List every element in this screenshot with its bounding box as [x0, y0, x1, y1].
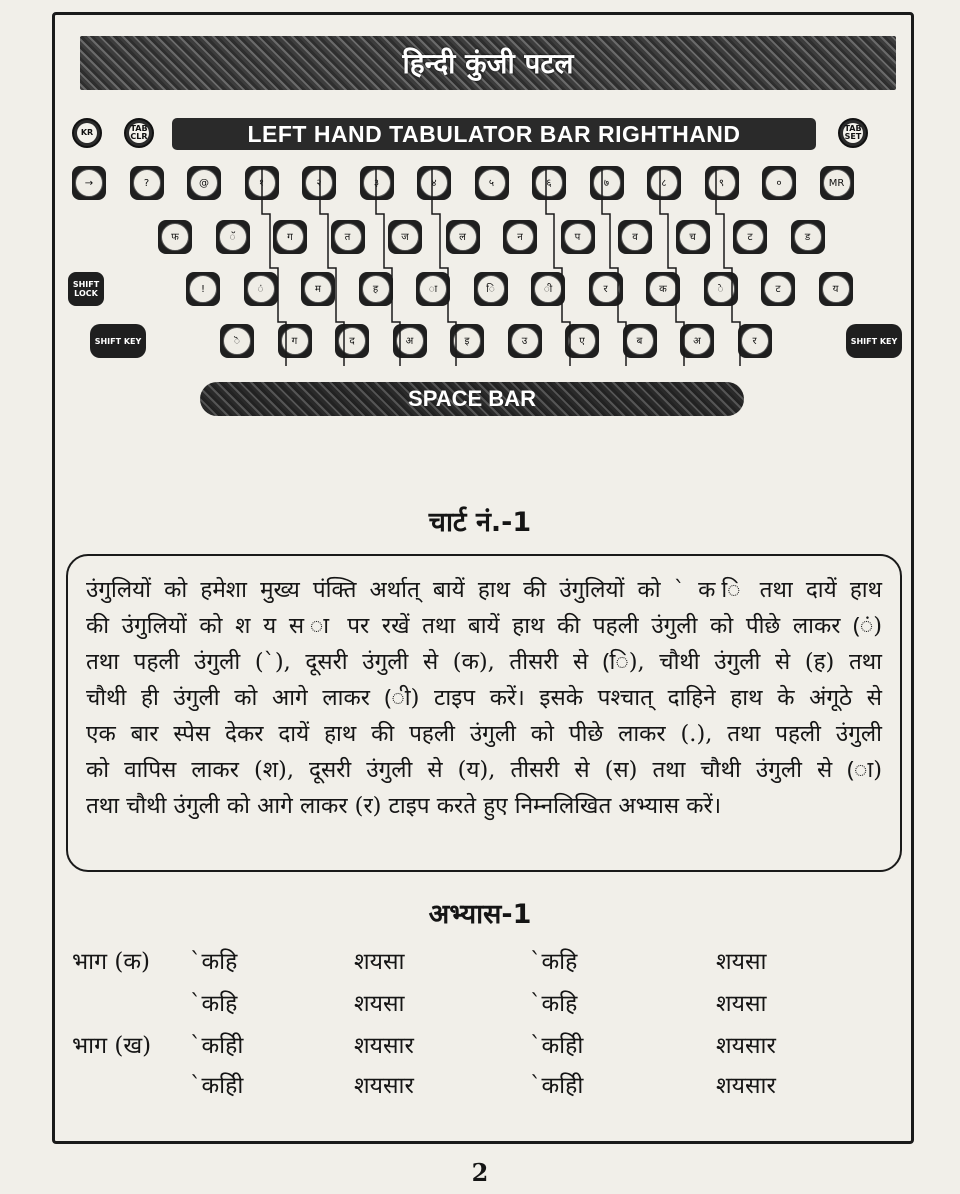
- keyboard-key[interactable]: [705, 166, 739, 200]
- page-number: 2: [471, 1158, 489, 1187]
- keyboard-key-label: ॆ: [223, 327, 251, 355]
- keyboard-key[interactable]: [446, 220, 480, 254]
- keyboard-key-label: ०: [765, 169, 793, 197]
- keyboard-key-label: द: [338, 327, 366, 355]
- keyboard-key[interactable]: [738, 324, 772, 358]
- tab-clear-key[interactable]: [124, 118, 154, 148]
- keyboard-key-label: म: [304, 275, 332, 303]
- keyboard-key-label: ल: [449, 223, 477, 251]
- keyboard-key-label: ि: [477, 275, 505, 303]
- keyboard-key[interactable]: [220, 324, 254, 358]
- keyboard-key[interactable]: [187, 166, 221, 200]
- keyboard-key-label: २: [305, 169, 333, 197]
- page-title: हिन्दी कुंजी पटल: [402, 47, 574, 80]
- instruction-line: उंगुलियों को हमेशा मुख्य पंक्ति अर्थात् बायें हाथ की उंगुलियों को ` क ि तथा दायें हाथ: [86, 577, 882, 603]
- keyboard-key-label: ी: [534, 275, 562, 303]
- keyboard-key-label: इ: [453, 327, 481, 355]
- shift-lock-label: SHIFT LOCK: [72, 280, 100, 298]
- exercise-title: अभ्यास-1: [428, 899, 532, 930]
- shift-lock-key[interactable]: [68, 272, 104, 306]
- keyboard-key-label: ज: [391, 223, 419, 251]
- kr-key[interactable]: [72, 118, 102, 148]
- instruction-line: तथा चौथी उंगुली को आगे लाकर (र) टाइप करते हुए निम्नलिखित अभ्यास करें।: [86, 793, 722, 819]
- space-bar-label: SPACE BAR: [408, 386, 536, 411]
- keyboard-key[interactable]: [417, 166, 451, 200]
- keyboard-key[interactable]: [273, 220, 307, 254]
- exercise-cell: `कहि: [530, 991, 578, 1017]
- keyboard-key-label: ३: [363, 169, 391, 197]
- keyboard-key-label: !: [189, 275, 217, 303]
- keyboard-key[interactable]: [301, 272, 335, 306]
- keyboard-key[interactable]: [561, 220, 595, 254]
- exercise-cell: शयसार: [354, 1033, 414, 1059]
- keyboard-key-label: ७: [593, 169, 621, 197]
- title-banner: [80, 36, 896, 90]
- keyboard-key-label: १: [248, 169, 276, 197]
- exercise-cell: शयसा: [716, 991, 767, 1017]
- exercise-cell: `कहिी: [190, 1073, 244, 1099]
- keyboard-key[interactable]: [647, 166, 681, 200]
- keyboard-key[interactable]: [618, 220, 652, 254]
- keyboard-key[interactable]: [508, 324, 542, 358]
- keyboard-key[interactable]: [531, 272, 565, 306]
- tab-clear-label: TAB CLR: [130, 124, 148, 141]
- tab-set-label: TAB SET: [844, 124, 862, 141]
- keyboard-key-label: फ: [161, 223, 189, 251]
- keyboard-key[interactable]: [450, 324, 484, 358]
- keyboard-key-label: न: [506, 223, 534, 251]
- exercise-cell: `कहि: [530, 949, 578, 975]
- keyboard-key-label: अ: [396, 327, 424, 355]
- tabulator-bar-label: LEFT HAND TABULATOR BAR RIGHTHAND: [247, 121, 741, 147]
- keyboard-key-label: ड: [794, 223, 822, 251]
- keyboard-key-label: ग: [281, 327, 309, 355]
- keyboard-key-label: च: [679, 223, 707, 251]
- tab-set-key[interactable]: [838, 118, 868, 148]
- keyboard-key[interactable]: [388, 220, 422, 254]
- instruction-line: तथा पहली उंगुली (`), दूसरी उंगुली से (क), तीसरी से (ि), चौथी उंगुली से (ह) तथा: [86, 649, 882, 675]
- keyboard-key-label: े: [707, 275, 735, 303]
- left-shift-label: SHIFT KEY: [94, 336, 142, 346]
- keyboard-key-label: →: [75, 169, 103, 197]
- exercise-cell: शयसार: [716, 1073, 776, 1099]
- chart-title: चार्ट नं.-1: [428, 507, 532, 538]
- keyboard-key[interactable]: [532, 166, 566, 200]
- keyboard-key-label: ५: [478, 169, 506, 197]
- keyboard-key[interactable]: [72, 166, 106, 200]
- keyboard-key[interactable]: [733, 220, 767, 254]
- keyboard-key-label: अ: [683, 327, 711, 355]
- tabulator-bar[interactable]: [172, 118, 816, 150]
- instruction-line: एक बार स्पेस देकर दायें हाथ की पहली उंगुली को पीछे लाकर (.), तथा पहली उंगुली: [86, 721, 882, 747]
- key-row-home: [68, 272, 858, 312]
- exercise-row: [0, 1068, 960, 1104]
- keyboard-key[interactable]: [680, 324, 714, 358]
- keyboard-key-label: क: [649, 275, 677, 303]
- keyboard-key[interactable]: [565, 324, 599, 358]
- keyboard-key-label: य: [822, 275, 850, 303]
- keyboard-key[interactable]: [676, 220, 710, 254]
- instruction-line: की उंगुलियों को श य स ा पर रखें तथा बायें हाथ की पहली उंगुली को पीछे लाकर (ं): [86, 613, 882, 639]
- keyboard-key-label: ा: [419, 275, 447, 303]
- keyboard-key[interactable]: [244, 272, 278, 306]
- keyboard-key[interactable]: [278, 324, 312, 358]
- keyboard-key-label: ं: [247, 275, 275, 303]
- keyboard-key-label: ह: [362, 275, 390, 303]
- keyboard-key-label: ब: [626, 327, 654, 355]
- keyboard-key[interactable]: [503, 220, 537, 254]
- keyboard-key[interactable]: [186, 272, 220, 306]
- tabulator-row: [72, 116, 884, 156]
- keyboard-key[interactable]: [646, 272, 680, 306]
- keyboard-key[interactable]: [820, 166, 854, 200]
- exercise-cell: `कहि: [190, 991, 238, 1017]
- exercise-cell: `कहिी: [530, 1073, 584, 1099]
- key-row-numbers: [72, 166, 892, 206]
- keyboard-key-label: प: [564, 223, 592, 251]
- keyboard-key[interactable]: [359, 272, 393, 306]
- exercise-cell: `कहि: [190, 949, 238, 975]
- keyboard-key[interactable]: [393, 324, 427, 358]
- exercise-cell: शयसा: [354, 949, 405, 975]
- keyboard-key-label: ४: [420, 169, 448, 197]
- keyboard-key-label: र: [741, 327, 769, 355]
- instruction-line: को वापिस लाकर (श), दूसरी उंगुली से (य), तीसरी से (स) तथा चौथी उंगुली से (ा): [86, 757, 882, 783]
- keyboard-key[interactable]: [475, 166, 509, 200]
- keyboard-key[interactable]: [130, 166, 164, 200]
- keyboard-key[interactable]: [761, 272, 795, 306]
- exercise-cell: शयसार: [354, 1073, 414, 1099]
- keyboard-key-label: ६: [535, 169, 563, 197]
- key-row-lower: [90, 324, 910, 364]
- keyboard-key[interactable]: [216, 220, 250, 254]
- keyboard-key[interactable]: [589, 272, 623, 306]
- keyboard-key[interactable]: [590, 166, 624, 200]
- exercise-cell: शयसा: [354, 991, 405, 1017]
- part-ka-label: भाग (क): [72, 949, 150, 975]
- keyboard-key-label: @: [190, 169, 218, 197]
- keyboard-key-label: ट: [736, 223, 764, 251]
- exercise-cell: शयसार: [716, 1033, 776, 1059]
- keyboard-key[interactable]: [331, 220, 365, 254]
- keyboard-key[interactable]: [704, 272, 738, 306]
- keyboard-key[interactable]: [474, 272, 508, 306]
- exercise-row: [0, 944, 960, 980]
- keyboard-key[interactable]: [623, 324, 657, 358]
- part-kha-label: भाग (ख): [72, 1033, 152, 1059]
- keyboard-key[interactable]: [302, 166, 336, 200]
- key-row-upper: [158, 220, 848, 260]
- keyboard-key-label: उ: [511, 327, 539, 355]
- kr-key-label: KR: [77, 123, 97, 143]
- exercise-row: [0, 1028, 960, 1064]
- keyboard-key[interactable]: [791, 220, 825, 254]
- keyboard-key[interactable]: [158, 220, 192, 254]
- instruction-line: चौथी ही उंगुली को आगे लाकर (ी) टाइप करें। इसके पश्चात् दाहिने हाथ के अंगूठे से: [86, 685, 882, 711]
- keyboard-key-label: ८: [650, 169, 678, 197]
- keyboard-key-label: MR: [823, 169, 851, 197]
- keyboard-key-label: त: [334, 223, 362, 251]
- exercise-cell: `कहिी: [190, 1033, 244, 1059]
- keyboard-key[interactable]: [416, 272, 450, 306]
- keyboard-key[interactable]: [245, 166, 279, 200]
- keyboard-key[interactable]: [335, 324, 369, 358]
- keyboard-key-label: ए: [568, 327, 596, 355]
- exercise-cell: शयसा: [716, 949, 767, 975]
- keyboard-key-label: ९: [708, 169, 736, 197]
- right-shift-label: SHIFT KEY: [850, 336, 898, 346]
- keyboard-key-label: ॅ: [219, 223, 247, 251]
- keyboard-key-label: ग: [276, 223, 304, 251]
- keyboard-key-label: र: [592, 275, 620, 303]
- keyboard-key[interactable]: [819, 272, 853, 306]
- keyboard-key-label: ट: [764, 275, 792, 303]
- space-bar[interactable]: [200, 382, 744, 416]
- instruction-box: [66, 554, 902, 872]
- right-shift-key[interactable]: [846, 324, 902, 358]
- exercise-cell: `कहिी: [530, 1033, 584, 1059]
- keyboard-key[interactable]: [762, 166, 796, 200]
- keyboard-key-label: व: [621, 223, 649, 251]
- keyboard-key-label: ?: [133, 169, 161, 197]
- left-shift-key[interactable]: [90, 324, 146, 358]
- keyboard-key[interactable]: [360, 166, 394, 200]
- exercise-row: [0, 986, 960, 1022]
